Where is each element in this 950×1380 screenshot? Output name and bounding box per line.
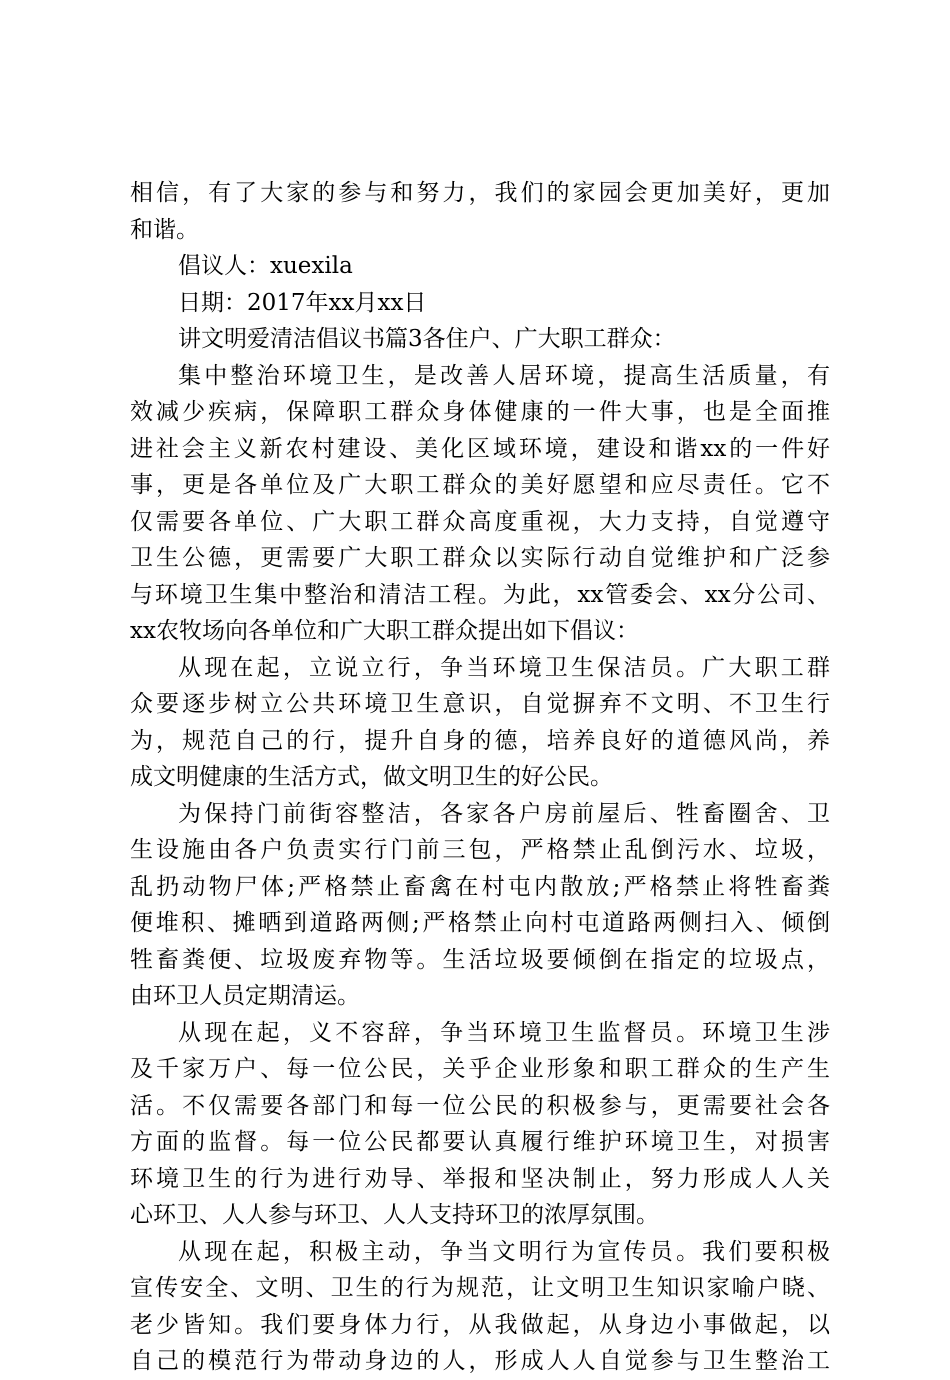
text-line: xx农牧场向各单位和广大职工群众提出如下倡议：: [130, 618, 639, 644]
paragraph: [130, 1234, 830, 1380]
text-line: 效减少疾病，保障职工群众身体健康的一件大事，也是全面推: [130, 399, 830, 425]
text-line: 仅需要各单位、广大职工群众高度重视，大力支持，自觉遵守: [130, 508, 830, 535]
text-line: 为，规范自己的行，提升自身的德，培养良好的道德风尚，养: [130, 727, 830, 754]
text-line: 事，更是各单位及广大职工群众的美好愿望和应尽责任。它不: [130, 472, 830, 498]
document-body: [130, 175, 830, 1380]
paragraph: [130, 650, 830, 796]
text-line: 生设施由各户负责实行门前三包，严格禁止乱倒污水、垃圾，: [130, 837, 830, 863]
text-line: 相信，有了大家的参与和努力，我们的家园会更加美好，更加: [130, 180, 830, 206]
text-line: 讲文明爱清洁倡议书篇3各住户、广大职工群众：: [178, 326, 676, 352]
text-line: 成文明健康的生活方式，做文明卫生的好公民。: [130, 764, 613, 790]
paragraph: [130, 358, 830, 650]
text-line: 为保持门前街容整洁，各家各户房前屋后、牲畜圈舍、卫: [178, 800, 830, 827]
text-line: 方面的监督。每一位公民都要认真履行维护环境卫生，对损害: [130, 1129, 830, 1155]
text-line: 从现在起，立说立行，争当环境卫生保洁员。广大职工群: [178, 654, 830, 681]
paragraph: [130, 1015, 830, 1234]
text-line: 宣传安全、文明、卫生的行为规范，让文明卫生知识家喻户晓、: [130, 1275, 830, 1301]
text-line: 与环境卫生集中整治和清洁工程。为此，xx管委会、xx分公司、: [130, 581, 830, 608]
paragraph: [130, 285, 830, 322]
text-line: 倡议人：xuexila: [178, 253, 353, 279]
text-line: 进社会主义新农村建设、美化区域环境，建设和谐xx的一件好: [130, 435, 830, 462]
text-line: 众要逐步树立公共环境卫生意识，自觉摒弃不文明、不卫生行: [130, 691, 830, 717]
text-line: 老少皆知。我们要身体力行，从我做起，从身边小事做起，以: [130, 1311, 830, 1338]
text-line: 从现在起，义不容辞，争当环境卫生监督员。环境卫生涉: [178, 1019, 830, 1046]
text-line: 环境卫生的行为进行劝导、举报和坚决制止，努力形成人人关: [130, 1165, 830, 1192]
paragraph: [130, 248, 830, 285]
text-line: 从现在起，积极主动，争当文明行为宣传员。我们要积极: [178, 1238, 830, 1265]
text-line: 活。不仅需要各部门和每一位公民的积极参与，更需要社会各: [130, 1092, 830, 1119]
text-line: 卫生公德，更需要广大职工群众以实际行动自觉维护和广泛参: [130, 545, 830, 571]
text-line: 和谐。: [130, 216, 199, 243]
paragraph: [130, 175, 830, 248]
text-line: 便堆积、摊晒到道路两侧;严格禁止向村屯道路两侧扫入、倾倒: [130, 910, 830, 936]
paragraph: [130, 321, 830, 358]
text-line: 及千家万户、每一位公民，关乎企业形象和职工群众的生产生: [130, 1056, 830, 1082]
text-line: 自己的模范行为带动身边的人，形成人人自觉参与卫生整治工: [130, 1348, 830, 1374]
text-line: 由环卫人员定期清运。: [130, 983, 360, 1009]
text-line: 集中整治环境卫生，是改善人居环境，提高生活质量，有: [178, 362, 830, 389]
text-line: 日期：2017年xx月xx日: [178, 289, 427, 316]
text-line: 心环卫、人人参与环卫、人人支持环卫的浓厚氛围。: [130, 1202, 659, 1228]
paragraph: [130, 796, 830, 1015]
text-line: 牲畜粪便、垃圾废弃物等。生活垃圾要倾倒在指定的垃圾点，: [130, 946, 830, 973]
text-line: 乱扔动物尸体;严格禁止畜禽在村屯内散放;严格禁止将牲畜粪: [130, 873, 830, 900]
